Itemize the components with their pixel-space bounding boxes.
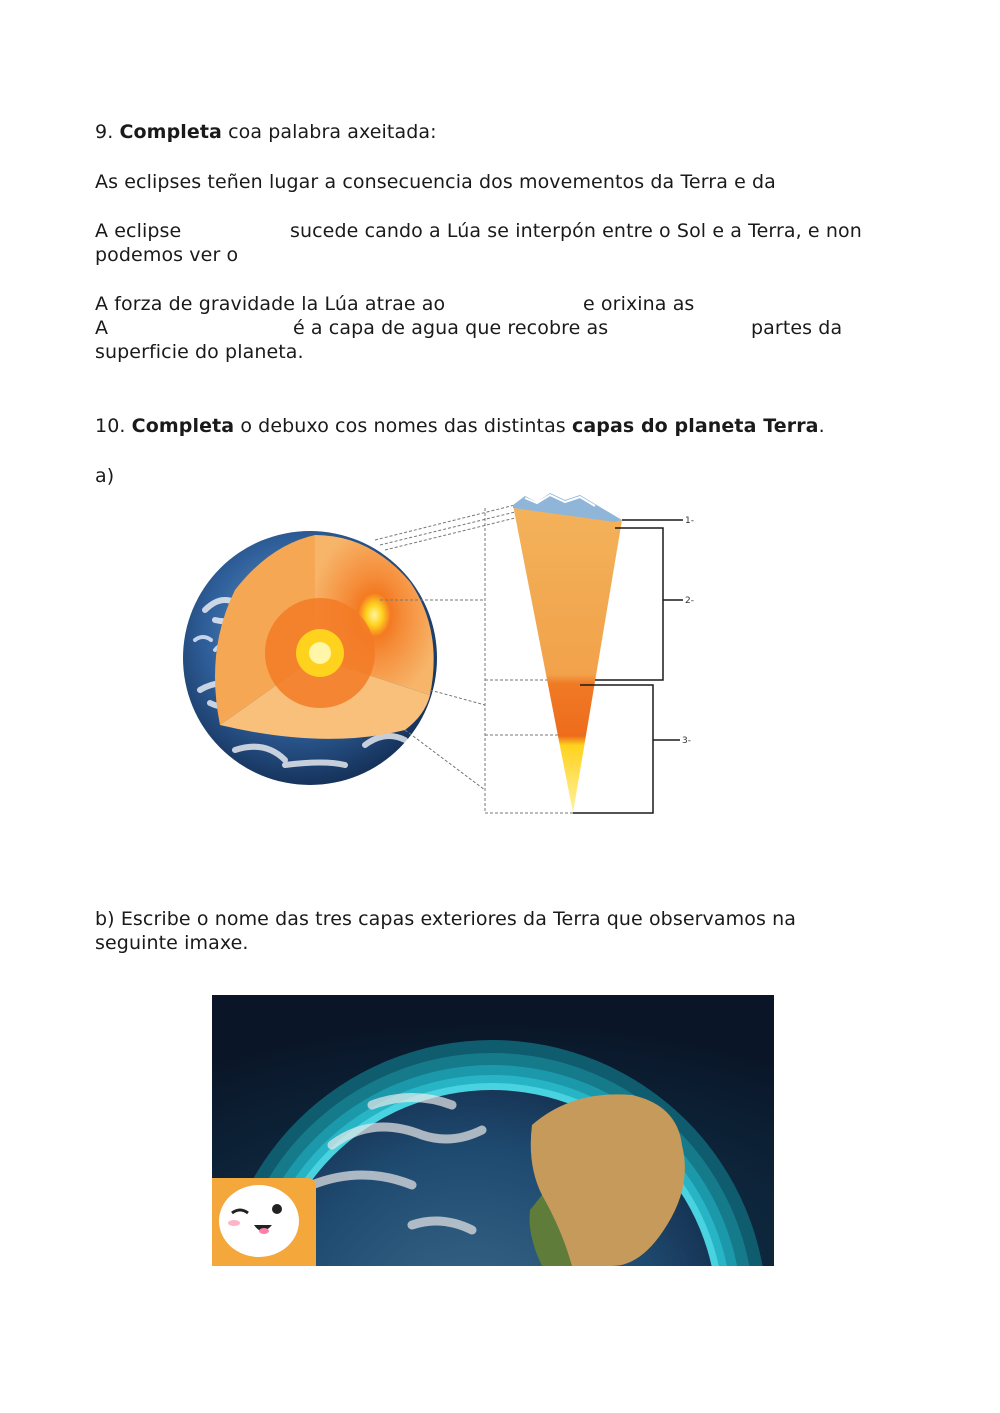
q9-s4c-text: partes da (751, 317, 843, 339)
q10-part-b-text-1: b) Escribe o nome das tres capas exteriores da Terra que observamos na (95, 908, 796, 930)
q9-instruction-rest: coa palabra axeitada: (228, 121, 437, 143)
sticker-tongue (259, 1228, 269, 1234)
layer-wedge (513, 505, 622, 813)
q10-part-a-text: a) (95, 465, 115, 487)
earth-atmosphere-svg (212, 995, 774, 1266)
sticker-eye (272, 1204, 282, 1214)
q10-instruction-mid: o debuxo cos nomes das distintas (240, 415, 566, 437)
q10-part-a-label (95, 464, 114, 488)
q10-part-b-text-2: seguinte imaxe. (95, 932, 249, 954)
q10-number: 10. (95, 415, 126, 437)
label-2: 2- (685, 596, 694, 606)
q10-part-b-line-1 (95, 907, 796, 931)
q9-s4a-line (95, 316, 108, 340)
label-1: 1- (685, 516, 694, 526)
q10-period: . (818, 415, 825, 437)
q9-s2c-text: podemos ver o (95, 244, 239, 266)
q9-s4d-line (95, 340, 304, 364)
q9-s2a-text: A eclipse (95, 220, 182, 242)
q9-s4a-text: A (95, 317, 109, 339)
q9-s3b-line (583, 292, 694, 316)
q10-bold-topic: capas do planeta Terra (571, 415, 819, 437)
q9-s2c-line (95, 243, 238, 267)
inner-core-glow (309, 642, 331, 664)
q9-bold-instruction: Completa (119, 121, 222, 143)
q9-s3a-text: A forza de gravidade la Lúa atrae ao (95, 293, 446, 315)
q9-sentence-1 (95, 170, 776, 194)
q9-s3a-line (95, 292, 445, 316)
q9-s3b-text: e orixina as (583, 293, 695, 315)
sticker-blush (228, 1220, 240, 1226)
q10-bold-instruction: Completa (131, 415, 235, 437)
q9-s4c-line (751, 316, 842, 340)
q9-s1-text: As eclipses teñen lugar a consecuencia dos movementos da Terra e da (95, 171, 776, 193)
earth-atmosphere-image (212, 995, 774, 1266)
q9-s4b-line (293, 316, 608, 340)
label-3: 3- (682, 736, 691, 746)
q9-s2a-line (95, 219, 181, 243)
q10-heading (95, 414, 825, 438)
earth-layers-diagram (175, 490, 715, 830)
q10-part-b-line-2 (95, 931, 249, 955)
earth-layers-svg (175, 490, 715, 830)
q9-number: 9. (95, 121, 114, 143)
q9-s2b-text: sucede cando a Lúa se interpón entre o Sol e a Terra, e non (290, 220, 862, 242)
q9-s2b-line (290, 219, 862, 243)
q9-s4d-text: superficie do planeta. (95, 341, 304, 363)
q9-heading (95, 120, 437, 144)
q9-s4b-text: é a capa de agua que recobre as (293, 317, 609, 339)
